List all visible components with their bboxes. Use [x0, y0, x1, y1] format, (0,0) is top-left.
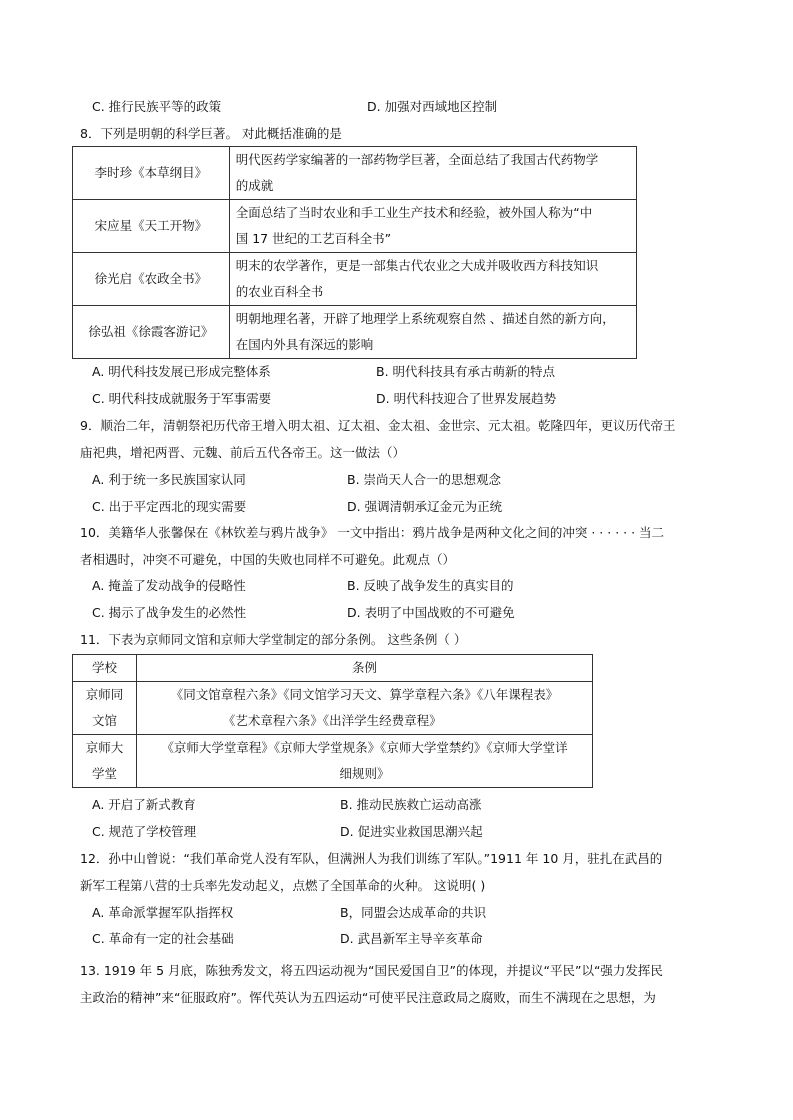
q11-row1-rules	[136, 682, 592, 735]
q9-option-c: C. 出于平定西北的现实需要	[92, 499, 247, 514]
q13-stem-line2: 主政治的精神”来“征服政府”。恽代英认为五四运动“可使平民注意政局之腐败，而生不满现在之思想，为	[80, 990, 656, 1005]
q12-option-a: A. 革命派掌握军队指挥权	[92, 905, 234, 920]
q7-option-d: D. 加强对西域地区控制	[367, 99, 498, 114]
q12-option-c: C. 革命有一定的社会基础	[92, 931, 234, 946]
q8-row2-desc	[229, 200, 636, 253]
q11-row1-rules-l1: 《同文馆章程六条》《同文馆学习天文、算学章程六条》《八年课程表》	[170, 687, 559, 702]
q10-option-a: A. 掩盖了发动战争的侵略性	[92, 578, 246, 593]
q11-option-d: D. 促进实业救国思潮兴起	[340, 824, 483, 839]
q8-option-b: B. 明代科技具有承古萌新的特点	[376, 364, 556, 379]
table-row	[73, 253, 637, 306]
q12-stem-line2: 新军工程第八营的士兵率先发动起义，点燃了全国革命的火种。 这说明( )	[80, 878, 486, 893]
q8-row1-desc-l2: 的成就	[235, 178, 274, 193]
q8-row3-desc	[229, 253, 636, 306]
q8-option-c: C. 明代科技成就服务于军事需要	[92, 391, 272, 406]
q11-row2-school-l2: 学堂	[91, 766, 117, 781]
q12-stem-line1: 12．孙中山曾说：“我们革命党人没有军队，但满洲人为我们训练了军队。”1911 年 10 月，驻扎在武昌的	[80, 851, 663, 866]
q8-row4-desc	[229, 306, 636, 359]
q8-stem: 8．下列是明朝的科学巨著。 对此概括准确的是	[80, 126, 342, 141]
q9-option-d: D. 强调清朝承辽金元为正统	[347, 499, 503, 514]
q8-row4-desc-l2: 在国内外具有深远的影响	[235, 337, 374, 352]
table-row	[73, 655, 593, 682]
q10-stem-line1: 10．美籍华人张馨保在《林钦差与鸦片战争》 一文中指出：鸦片战争是两种文化之间的冲突 · · · · · · 当二	[80, 525, 665, 540]
q9-stem-line1: 9．顺治二年，清朝祭祀历代帝王增入明太祖、辽太祖、金太祖、金世宗、元太祖。乾隆四年，更议历代帝王	[80, 418, 676, 433]
q11-row2-rules	[136, 735, 592, 788]
q8-option-a: A. 明代科技发展已形成完整体系	[92, 364, 271, 379]
q8-row3-desc-l2: 的农业百科全书	[235, 284, 324, 299]
q9-option-b: B. 崇尚天人合一的思想观念	[347, 472, 502, 487]
q12-option-b: B，同盟会达成革命的共识	[340, 905, 487, 920]
table-row	[73, 735, 593, 788]
q11-row1-school	[73, 682, 137, 735]
q11-table	[72, 654, 593, 788]
q8-row1-desc	[229, 147, 636, 200]
q10-option-c: C. 揭示了战争发生的必然性	[92, 605, 247, 620]
q8-row1-book: 李时珍《本草纲目》	[73, 147, 230, 200]
q11-row2-school	[73, 735, 137, 788]
table-row	[73, 306, 637, 359]
q7-option-c: C. 推行民族平等的政策	[92, 99, 222, 114]
q9-stem-line2: 庙祀典，增祀两晋、元魏、前后五代各帝王。这一做法（）	[80, 445, 406, 460]
q12-option-d: D. 武昌新军主导辛亥革命	[340, 931, 483, 946]
q8-row3-book: 徐光启《农政全书》	[73, 253, 230, 306]
q11-row1-school-l1: 京师同	[85, 687, 124, 702]
q8-row3-desc-l1: 明末的农学著作，更是一部集古代农业之大成并吸收西方科技知识	[235, 258, 599, 273]
q11-row2-school-l1: 京师大	[85, 740, 124, 755]
q11-option-b: B. 推动民族救亡运动高涨	[340, 797, 482, 812]
q10-stem-line2: 者相遇时，冲突不可避免，中国的失败也同样不可避免。此观点（）	[80, 552, 456, 567]
q8-table	[72, 146, 637, 359]
q8-row2-desc-l2: 国 17 世纪的工艺百科全书”	[235, 231, 392, 246]
q9-option-a: A. 利于统一多民族国家认同	[92, 472, 246, 487]
q8-row2-desc-l1: 全面总结了当时农业和手工业生产技术和经验，被外国人称为“中	[235, 205, 593, 220]
q11-header-rules: 条例	[136, 655, 592, 682]
table-row	[73, 147, 637, 200]
q11-stem: 11．下表为京师同文馆和京师大学堂制定的部分条例。 这些条例（ ）	[80, 632, 467, 647]
q10-option-b: B. 反映了战争发生的真实目的	[347, 578, 514, 593]
q8-row4-book: 徐弘祖《徐霞客游记》	[73, 306, 230, 359]
q11-row2-rules-l2: 细规则》	[339, 766, 390, 781]
q11-row2-rules-l1: 《京师大学堂章程》《京师大学堂规条》《京师大学堂禁约》《京师大学堂详	[161, 740, 568, 755]
table-row	[73, 200, 637, 253]
q11-option-c: C. 规范了学校管理	[92, 824, 197, 839]
q8-row4-desc-l1: 明朝地理名著，开辟了地理学上系统观察自然 、描述自然的新方向，	[235, 311, 615, 326]
q13-stem-line1: 13. 1919 年 5 月底，陈独秀发文，将五四运动视为“国民爱国自卫”的体现，并提议“平民”以“强力发挥民	[80, 963, 663, 978]
q10-option-d: D. 表明了中国战败的不可避免	[347, 605, 515, 620]
q11-option-a: A. 开启了新式教育	[92, 797, 196, 812]
q11-header-school: 学校	[73, 655, 137, 682]
q8-row1-desc-l1: 明代医药学家编著的一部药物学巨著，全面总结了我国古代药物学	[235, 152, 599, 167]
table-row	[73, 682, 593, 735]
q8-row2-book: 宋应星《天工开物》	[73, 200, 230, 253]
q11-row1-school-l2: 文馆	[91, 713, 117, 728]
q11-row1-rules-l2: 《艺术章程六条》《出洋学生经费章程》	[222, 713, 442, 728]
q8-option-d: D. 明代科技迎合了世界发展趋势	[376, 391, 557, 406]
